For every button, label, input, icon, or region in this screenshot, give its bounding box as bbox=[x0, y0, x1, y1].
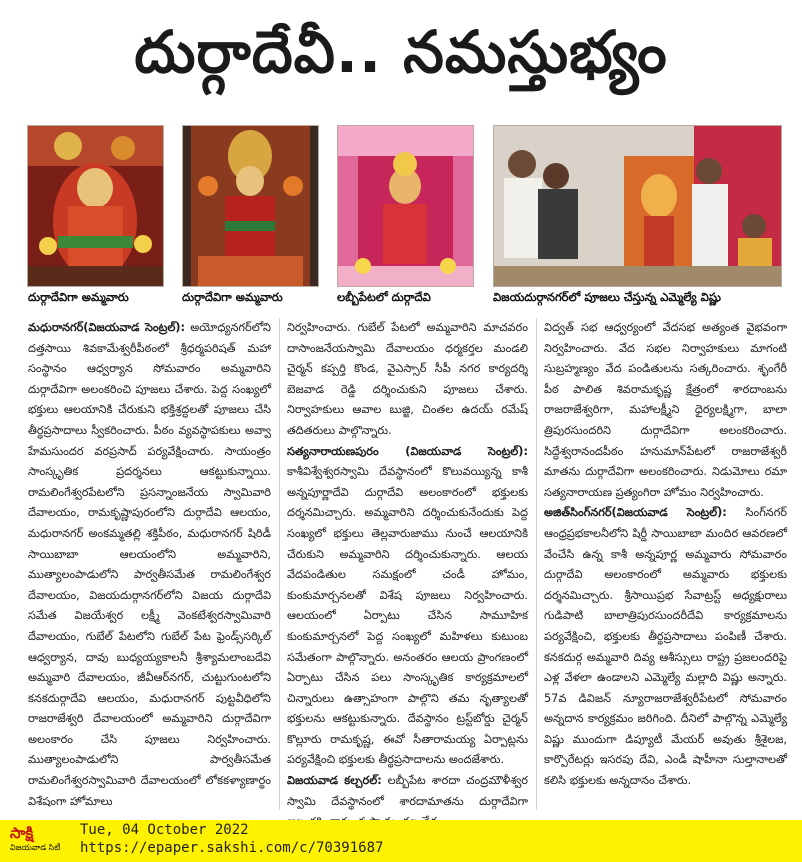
dateline-madhuranagar: మధురానగర్(విజయవాడ సెంట్రల్): bbox=[28, 321, 186, 334]
column-divider bbox=[536, 318, 537, 810]
article-paragraph: విద్వత్ సభ ఆధ్వర్యంలో వేదసభ అత్యంత వైభవంగా నిర్వహించారు. వేద సభల నిర్వాహకులు మాగంటి సుబ్రహ్మణ్యం వేద పండితులను సత్కరించారు. శృంగేరీ పీఠ పాలిత శివరామకృష్ణ క్షేత్రంలో శారదాంబను రాజరాజేశ్వరిగా, మహాలక్ష్మీని ధైర్యలక్ష్మిగా, బాలా త్రిపురసుందరిని దుర్గాదేవిగా అలంకరించారు. సిద్ధేశ్వరానందపీఠం హనుమాన్‌పేటలో రాజరాజేశ్వరీ మాతను దుర్గాదేవిగా అలంకరించారు. నిడుమోలు రమా సత్యనారాయణ ప్రత్యంగిరా హోమం నిర్వహించారు. bbox=[544, 321, 787, 499]
footer-url[interactable]: https://epaper.sakshi.com/c/70391687 bbox=[80, 840, 384, 856]
article-column-1 bbox=[28, 318, 271, 812]
article-paragraph: అయోధ్యనగర్‌లోని దత్తసాయి శివకామేశ్వరీపీఠంలో శ్రీధర్మపరిషత్ మహా సంస్థానం ఆధ్వర్యాన సోమవారం అమ్మవారిని దుర్గాదేవిగా అలంకరించి పూజలు చేశారు. పెద్ద సంఖ్యలో భక్తులు ఆలయానికి చేరుకుని భక్తిశ్రద్ధలతో పూజలు చేసి తీర్థప్రసాదాలు స్వీకరించారు. పీఠం వ్యవస్థాపకులు అవ్వా హేమసుందర వరప్రసాద్ పర్యవేక్షించారు. సాయంత్రం సాంస్కృతిక ప్రదర్శనలు ఆకట్టుకున్నాయి. రామలింగేశ్వరపేటలోని ప్రసన్నాంజనేయ స్వామివారి దేవాలయం, రామకృష్ణాపురంలోని దుర్గాదేవి ఆలయం, మధురానగర్ అంకమ్మతల్లి శక్తిపీఠం, మధురానగర్ షిరిడీ సాయిబాబా ఆలయంలోని అమ్మవారిని, ముత్యాలంపాడులోని పార్వతీసమేత రామలింగేశ్వర దేవాలయం, విజయదుర్గానగర్‌లోని విజయ దుర్గాదేవి సమేత విజయేశ్వర లక్ష్మీ వెంకటేశ్వరస్వామివారి దేవాలయం, గుబేల్ పేటలోని గుబేల్ పేట ఫ్రెండ్స్‌సర్కిల్ ఆధ్వర్యాన, దావు బుధ్యయ్యకాలనీ శ్రీశ్యామలాంబదేవి అమ్మవారి దేవాలయం, జీవీఆర్‌నగర్, చుట్టుగుంటలోని కనకదుర్గాదేవి ఆలయం, మధురానగర్ పుట్టవీధిలోని రాజరాజేశ్వరి దేవాలయంలో అమ్మవారిని దుర్గాదేవిగా అలంకారం చేసి పూజలు నిర్వహించారు. ముత్యాలంపాడులోని పార్వతీసమేత రామలింగేశ్వరస్వామివారి దేవాలయంలో లోకకళ్యాణార్థం విశేషంగా హోమాలు bbox=[28, 321, 271, 808]
photo-durga-idol-3 bbox=[337, 125, 474, 287]
article-column-3 bbox=[544, 318, 787, 812]
column-divider bbox=[279, 318, 280, 810]
sakshi-logo bbox=[10, 824, 72, 858]
photo-mla-worship bbox=[493, 125, 782, 287]
logo-name: సాక్షి bbox=[10, 824, 34, 842]
durga-idol-image bbox=[28, 126, 163, 286]
headline: దుర్గాదేవీ.. నమస్తుభ్యం bbox=[134, 17, 668, 86]
photo-caption-2: దుర్గాదేవిగా అమ్మవారు bbox=[182, 290, 283, 304]
durga-idol-image bbox=[338, 126, 473, 286]
article-paragraph: సింగ్‌నగర్ ఆంధ్రప్రభకాలనీలోని షిర్డీ సాయిబాబా మందిర ఆవరణలో వేంచేసి ఉన్న కాశీ అన్నపూర్ణ అమ్మవారు సోమవారం దుర్గాదేవి అలంకారంలో అమ్మవారు భక్తులకు దర్శనమిచ్చారు. శ్రీసాయిప్రభ సేవాట్రస్ట్ అధ్యక్షురాలు గుడిపాటి బాలాత్రిపురసుందరీదేవి కార్యక్రమాలను పర్యవేక్షించి, భక్తులకు తీర్థప్రసాదాలు పంపిణీ చేశారు. కనకదుర్గ అమ్మవారి దివ్య ఆశీస్సులు రాష్ట్ర ప్రజలందరిపై ఎళ్ల వేళలా ఉండాలని ఎమ్మెల్యే మల్లాది విష్ణు అన్నారు. 57వ డివిజన్ న్యూరాజరాజేశ్వరీపేటలో సోమవారం అన్నదాన కార్యక్రమం జరిగింది. దీనిలో పాల్గొన్న ఎమ్మెల్యే విష్ణు ముందుగా డిప్యూటీ మేయర్ అవుతు శ్రీశైలజ, కార్పొరేటర్లు ఇసరపు దేవి, ఎండీ షాహీనా సుల్తానాలతో కలిసి భక్తులకు అన్నదానం చేశారు. bbox=[544, 506, 787, 788]
article-paragraph: లబ్బీపేట శారదా చంద్రమౌళీశ్వర స్వామి దేవస్థానంలో శారదామాతను దుర్గాదేవిగా bbox=[287, 774, 528, 808]
dateline-ajitsinghnagar: అజిత్‌సింగ్‌నగర్(విజయవాడ సెంట్రల్): bbox=[544, 506, 727, 520]
photo-durga-idol-2 bbox=[182, 125, 319, 287]
footer-date: Tue, 04 October 2022 bbox=[80, 822, 249, 838]
article-column-2 bbox=[287, 318, 528, 812]
mla-worship-image bbox=[494, 126, 781, 286]
article-paragraph: కాశీవిశ్వేశ్వరస్వామి దేవస్థానంలో కొలువయ్యిన్న కాశీ అన్నపూర్ణాదేవి దుర్గాదేవి అలంకారంలో భక్తులకు దర్శనమిచ్చారు. అమ్మవారిని దర్శించుకునేందుకు పెద్ద సంఖ్యలో భక్తులు తెల్లవారుజాము నుంచే ఆలయానికి చేరుకుని అమ్మవారిని దర్శించుకున్నారు. ఆలయ వేదపండితుల సమక్షంలో చండీ హోమం, కుంకుమార్చనలతో విశేష పూజలు నిర్వహించారు. ఆలయంలో ఏర్పాటు చేసిన సామూహిక కుంకుమార్చనలో పెద్ద సంఖ్యలో మహిళలు కుటుంబ సమేతంగా పాల్గొన్నారు. అనంతరం ఆలయ ప్రాంగణంలో ఏర్పాటు చేసిన పలు సాంస్కృతిక కార్యక్రమాలలో చిన్నారులు ఉత్సాహంగా పాల్గొని తమ నృత్యాలతో భక్తులను ఆకట్టుకున్నారు. దేవస్థానం ట్రస్ట్‌బోర్డు చైర్మన్ కొల్లూరు రామకృష్ణ, ఈవో సీతారామయ్య ఏర్పాట్లను పర్యవేక్షించి భక్తులకు తీర్థప్రసాదాలను అందజేశారు. bbox=[287, 465, 528, 767]
photo-caption-1: దుర్గాదేవిగా అమ్మవారు bbox=[28, 290, 129, 304]
dateline-satyanarayanapuram: సత్యనారాయణపురం (విజయవాడ సెంట్రల్): bbox=[287, 444, 528, 458]
photo-caption-4: విజయదుర్గానగర్‌లో పూజలు చేస్తున్న ఎమ్మెల్యే విష్ణు bbox=[493, 290, 722, 304]
footer-bar bbox=[0, 820, 802, 862]
article-paragraph: నిర్వహించారు. గుబేల్ పేటలో అమ్మవారిని మాచవరం దాసాంజనేయస్వామి దేవాలయం ధర్మకర్తల మండలి చైర్మన్ కప్పర్తి కొండ, వైఎస్సార్ సీపీ నగర కార్యదర్శి బెజవాడ రెడ్డి దర్శించుకుని పూజలు చేశారు. నిర్వాహకులు ఆవాల బుజ్జి, చింతల ఉదయ్ రమేష్ తదితరులు పాల్గొన్నారు. bbox=[287, 321, 528, 437]
dateline-vijayawada-cultural: విజయవాడ కల్చరల్: bbox=[287, 774, 382, 788]
durga-idol-image bbox=[183, 126, 318, 286]
photo-durga-idol-1 bbox=[27, 125, 164, 287]
photo-caption-3: లబ్బీపేటలో దుర్గాదేవి bbox=[337, 290, 431, 304]
logo-edition: విజయవాడ సిటీ bbox=[10, 843, 61, 852]
